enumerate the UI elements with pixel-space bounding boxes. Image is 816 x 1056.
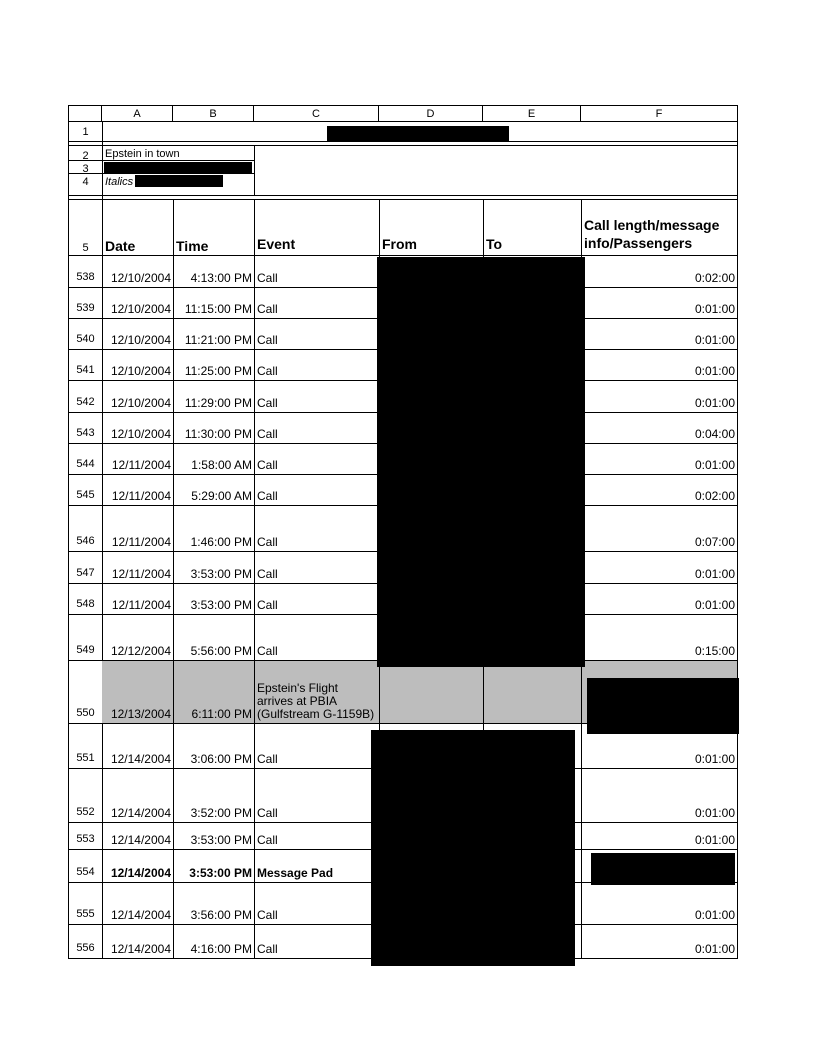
row-number: 555: [76, 908, 95, 920]
col-divider: [254, 412, 255, 443]
col-divider: [581, 660, 582, 723]
cell-date[interactable]: 12/11/2004: [111, 567, 171, 581]
row-number: 554: [76, 866, 95, 878]
col-divider: [379, 199, 380, 255]
header-event: Event: [257, 236, 296, 252]
cell-time[interactable]: 11:25:00 PM: [184, 364, 252, 378]
col-divider: [483, 199, 484, 255]
row-divider: [69, 199, 737, 200]
row-number: 546: [76, 535, 95, 547]
cell-time[interactable]: 5:56:00 PM: [190, 644, 252, 658]
row-divider: [69, 160, 254, 161]
corner-cell: [69, 106, 102, 122]
col-divider: [254, 443, 255, 474]
cell-time[interactable]: 3:56:00 PM: [190, 908, 252, 922]
cell-event-line[interactable]: Epstein's Flight: [257, 681, 338, 695]
row-number: 549: [76, 644, 95, 656]
col-header-e[interactable]: E: [483, 106, 581, 122]
header-to: To: [486, 236, 503, 252]
cell-time[interactable]: 11:30:00 PM: [184, 427, 252, 441]
col-divider: [254, 551, 255, 583]
cell-date[interactable]: 12/10/2004: [110, 427, 171, 441]
cell-call-length[interactable]: 0:01:00: [694, 942, 735, 956]
cell-date[interactable]: 12/10/2004: [110, 333, 171, 347]
cell-date[interactable]: 12/14/2004: [110, 942, 171, 956]
row-divider: [69, 145, 737, 146]
col-divider: [254, 614, 255, 660]
row-number: 551: [76, 752, 95, 764]
col-divider: [254, 474, 255, 505]
cell-date[interactable]: 12/10/2004: [110, 396, 171, 410]
legend-epstein-in-town: Epstein in town: [105, 148, 180, 160]
row-number: 2: [82, 150, 89, 162]
redaction-passengers: [587, 678, 739, 734]
cell-date[interactable]: 12/13/2004: [110, 707, 171, 721]
cell-date[interactable]: 12/14/2004: [110, 806, 171, 820]
cell-event[interactable]: Call: [257, 302, 278, 316]
cell-time[interactable]: 3:53:00 PM: [190, 833, 252, 847]
cell-date[interactable]: 12/10/2004: [110, 271, 171, 285]
cell-call-length[interactable]: 0:01:00: [694, 302, 735, 316]
cell-event[interactable]: Call: [257, 489, 278, 503]
cell-time[interactable]: 3:53:00 PM: [190, 567, 252, 581]
row-divider: [69, 255, 737, 256]
legend-italics: Italics: [105, 176, 134, 188]
row-number: 5: [82, 242, 89, 254]
row-number: 543: [76, 427, 95, 439]
header-from: From: [382, 236, 417, 252]
cell-call-length[interactable]: 0:07:00: [694, 535, 735, 549]
col-header-d[interactable]: D: [379, 106, 483, 122]
col-header-f[interactable]: F: [581, 106, 737, 122]
col-divider: [173, 199, 174, 255]
cell-event-line[interactable]: (Gulfstream G-1159B): [257, 707, 375, 721]
cell-date[interactable]: 12/14/2004: [110, 908, 171, 922]
col-divider: [254, 287, 255, 318]
col-divider: [254, 318, 255, 349]
redaction-legend-4: [135, 175, 223, 187]
row-number: 544: [76, 458, 95, 470]
row-number: 550: [76, 707, 95, 719]
cell-time[interactable]: 3:52:00 PM: [190, 806, 252, 820]
cell-call-length[interactable]: 0:01:00: [694, 458, 735, 472]
cell-call-length[interactable]: 0:01:00: [694, 333, 735, 347]
cell-event[interactable]: Call: [257, 427, 278, 441]
cell-event[interactable]: Call: [257, 752, 278, 766]
cell-date[interactable]: 12/12/2004: [110, 644, 171, 658]
cell-event[interactable]: Call: [257, 458, 278, 472]
cell-call-length[interactable]: 0:15:00: [694, 644, 735, 658]
row-divider: [69, 195, 737, 196]
cell-call-length[interactable]: 0:01:00: [694, 364, 735, 378]
col-divider: [581, 199, 582, 255]
row-number: 540: [76, 333, 95, 345]
col-header-b[interactable]: B: [173, 106, 254, 122]
cell-time[interactable]: 5:29:00 AM: [191, 489, 252, 503]
cell-date[interactable]: 12/11/2004: [111, 489, 171, 503]
col-divider: [483, 660, 484, 723]
cell-event[interactable]: Call: [257, 567, 278, 581]
cell-call-length[interactable]: 0:02:00: [694, 271, 735, 285]
col-divider: [254, 924, 255, 958]
cell-call-length[interactable]: 0:02:00: [694, 489, 735, 503]
row-number: 539: [76, 302, 95, 314]
row-number: 3: [82, 163, 89, 175]
col-divider: [254, 583, 255, 614]
row-number: 542: [76, 396, 95, 408]
row-number: 541: [76, 364, 95, 376]
cell-time[interactable]: 4:16:00 PM: [190, 942, 252, 956]
col-divider: [254, 849, 255, 882]
cell-event[interactable]: Call: [257, 598, 278, 612]
cell-call-length[interactable]: 0:01:00: [694, 752, 735, 766]
cell-time[interactable]: 3:53:00 PM: [190, 598, 252, 612]
col-divider: [254, 349, 255, 380]
cell-date[interactable]: 12/14/2004: [110, 752, 171, 766]
row-number: 556: [76, 942, 95, 954]
redaction-message: [591, 853, 735, 885]
col-divider: [254, 768, 255, 822]
cell-event[interactable]: Call: [257, 333, 278, 347]
row-number: 1: [82, 126, 89, 138]
col-divider: [254, 199, 255, 255]
spreadsheet: [68, 105, 738, 959]
cell-event[interactable]: Call: [257, 942, 278, 956]
cell-event[interactable]: Call: [257, 644, 278, 658]
cell-time[interactable]: 11:21:00 PM: [184, 333, 252, 347]
cell-date[interactable]: 12/10/2004: [110, 364, 171, 378]
row-number: 4: [82, 176, 89, 188]
row-number: 545: [76, 489, 95, 501]
col-divider: [254, 882, 255, 924]
cell-event-line[interactable]: arrives at PBIA: [257, 694, 338, 708]
cell-event[interactable]: Call: [257, 535, 278, 549]
cell-call-length[interactable]: 0:01:00: [694, 396, 735, 410]
header-call-length: Call length/message info/Passengers: [584, 217, 720, 251]
redaction-from-to-lower: [371, 730, 575, 966]
cell-call-length[interactable]: 0:01:00: [694, 567, 735, 581]
cell-event[interactable]: Call: [257, 908, 278, 922]
row-number: 553: [76, 833, 95, 845]
col-divider: [254, 660, 255, 723]
cell-event[interactable]: Call: [257, 271, 278, 285]
cell-call-length[interactable]: 0:04:00: [694, 427, 735, 441]
cell-time[interactable]: 4:13:00 PM: [190, 271, 252, 285]
cell-call-length[interactable]: 0:01:00: [694, 806, 735, 820]
cell-date[interactable]: 12/11/2004: [111, 535, 171, 549]
row-number: 552: [76, 806, 95, 818]
cell-call-length[interactable]: 0:01:00: [694, 908, 735, 922]
cell-time[interactable]: 3:06:00 PM: [190, 752, 252, 766]
col-divider: [379, 660, 380, 723]
col-divider: [254, 255, 255, 287]
cell-date[interactable]: 12/10/2004: [110, 302, 171, 316]
cell-date[interactable]: 12/14/2004: [110, 866, 171, 880]
cell-date[interactable]: 12/11/2004: [111, 598, 171, 612]
cell-date[interactable]: 12/14/2004: [110, 833, 171, 847]
cell-time[interactable]: 11:15:00 PM: [184, 302, 252, 316]
cell-time[interactable]: 6:11:00 PM: [191, 707, 252, 721]
cell-time[interactable]: 1:58:00 AM: [191, 458, 252, 472]
cell-date[interactable]: 12/11/2004: [111, 458, 171, 472]
row-divider: [69, 141, 737, 142]
col-divider: [254, 505, 255, 551]
redaction-title: [327, 126, 509, 141]
row-number: 547: [76, 567, 95, 579]
legend-divider: [254, 145, 255, 195]
cell-call-length[interactable]: 0:01:00: [694, 598, 735, 612]
cell-time[interactable]: 11:29:00 PM: [184, 396, 252, 410]
row-number: 538: [76, 271, 95, 283]
row-divider: [69, 173, 254, 174]
col-header-c[interactable]: C: [254, 106, 379, 122]
cell-event[interactable]: Message Pad: [257, 866, 334, 880]
col-divider: [254, 380, 255, 412]
cell-event[interactable]: Call: [257, 364, 278, 378]
col-header-a[interactable]: A: [102, 106, 173, 122]
cell-time[interactable]: 1:46:00 PM: [190, 535, 252, 549]
col-divider: [581, 849, 582, 882]
redaction-from-to: [377, 257, 585, 667]
row-number: 548: [76, 598, 95, 610]
cell-time[interactable]: 3:53:00 PM: [189, 866, 252, 880]
col-divider: [254, 723, 255, 768]
header-time: Time: [176, 238, 209, 254]
cell-event[interactable]: Call: [257, 396, 278, 410]
cell-event[interactable]: Call: [257, 833, 278, 847]
cell-call-length[interactable]: 0:01:00: [694, 833, 735, 847]
redaction-legend-3: [104, 162, 252, 173]
col-divider: [254, 822, 255, 849]
header-date: Date: [105, 238, 136, 254]
cell-event[interactable]: Call: [257, 806, 278, 820]
